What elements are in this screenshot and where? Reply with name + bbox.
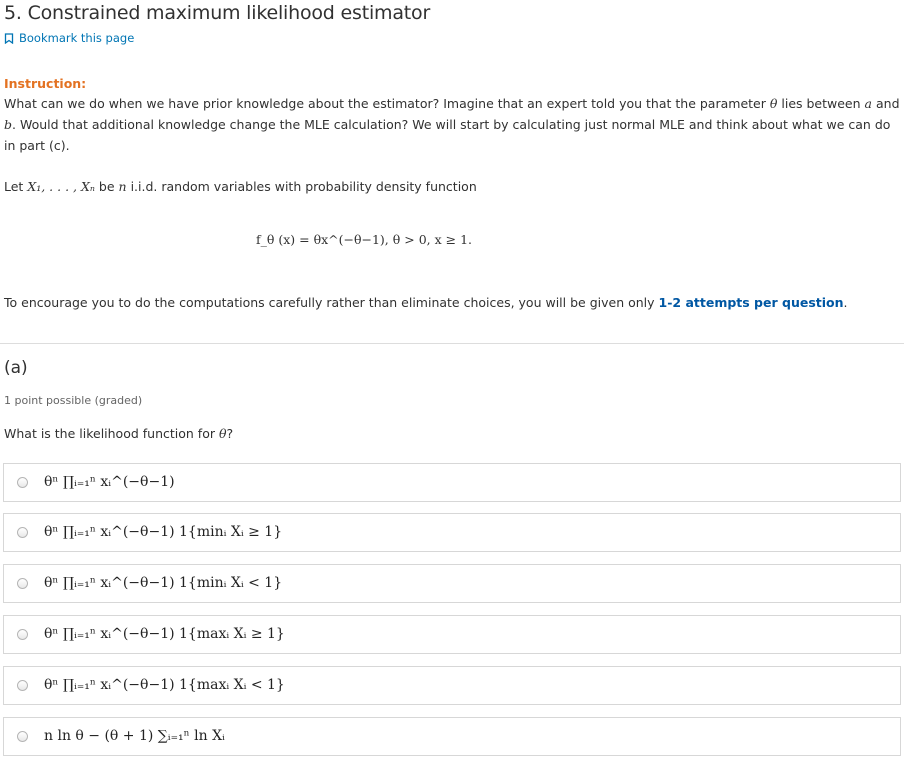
choice-label: θⁿ ∏ᵢ₌₁ⁿ xᵢ^(−θ−1) 1{minᵢ Xᵢ ≥ 1} (44, 524, 283, 540)
instruction-heading: Instruction: (4, 76, 87, 91)
choice-6[interactable] (3, 717, 901, 756)
attempts-paragraph: To encourage you to do the computations carefully rather than eliminate choices, you will be given only 1-2 attempts per question. (4, 295, 848, 310)
choice-2[interactable] (3, 513, 901, 552)
section-divider (0, 343, 904, 344)
radio-button[interactable] (17, 629, 28, 640)
radio-button[interactable] (17, 477, 28, 488)
choice-5[interactable] (3, 666, 901, 705)
points-possible: 1 point possible (graded) (4, 394, 143, 407)
variables-paragraph: Let X₁, . . . , Xₙ be n i.i.d. random variables with probability density function (4, 179, 477, 194)
bookmark-button[interactable] (4, 31, 134, 45)
choice-label: n ln θ − (θ + 1) ∑ᵢ₌₁ⁿ ln Xᵢ (44, 728, 225, 744)
radio-button[interactable] (17, 731, 28, 742)
attempts-emphasis: 1-2 attempts per question (658, 295, 844, 310)
question-text: What is the likelihood function for θ? (4, 426, 234, 441)
choice-4[interactable] (3, 615, 901, 654)
choice-label: θⁿ ∏ᵢ₌₁ⁿ xᵢ^(−θ−1) (44, 474, 175, 490)
bookmark-label: Bookmark this page (19, 31, 135, 45)
choice-label: θⁿ ∏ᵢ₌₁ⁿ xᵢ^(−θ−1) 1{minᵢ Xᵢ < 1} (44, 575, 283, 591)
radio-button[interactable] (17, 578, 28, 589)
instruction-paragraph: What can we do when we have prior knowledge about the estimator? Imagine that an expert told you that the parameter θ lies between a and b. Would that additional knowledge change the MLE calculation? We will start by calculating just normal MLE and think about what we can do in part (c). (4, 96, 900, 153)
page-title: 5. Constrained maximum likelihood estimator (4, 2, 431, 24)
choice-label: θⁿ ∏ᵢ₌₁ⁿ xᵢ^(−θ−1) 1{maxᵢ Xᵢ < 1} (44, 677, 285, 693)
radio-button[interactable] (17, 680, 28, 691)
radio-button[interactable] (17, 527, 28, 538)
part-a-label: (a) (4, 358, 28, 378)
choice-3[interactable] (3, 564, 901, 603)
choice-label: θⁿ ∏ᵢ₌₁ⁿ xᵢ^(−θ−1) 1{maxᵢ Xᵢ ≥ 1} (44, 626, 285, 642)
density-formula: f_θ (x) = θx^(−θ−1), θ > 0, x ≥ 1. (255, 232, 472, 247)
choice-1[interactable] (3, 463, 901, 502)
bookmark-icon (4, 33, 14, 44)
